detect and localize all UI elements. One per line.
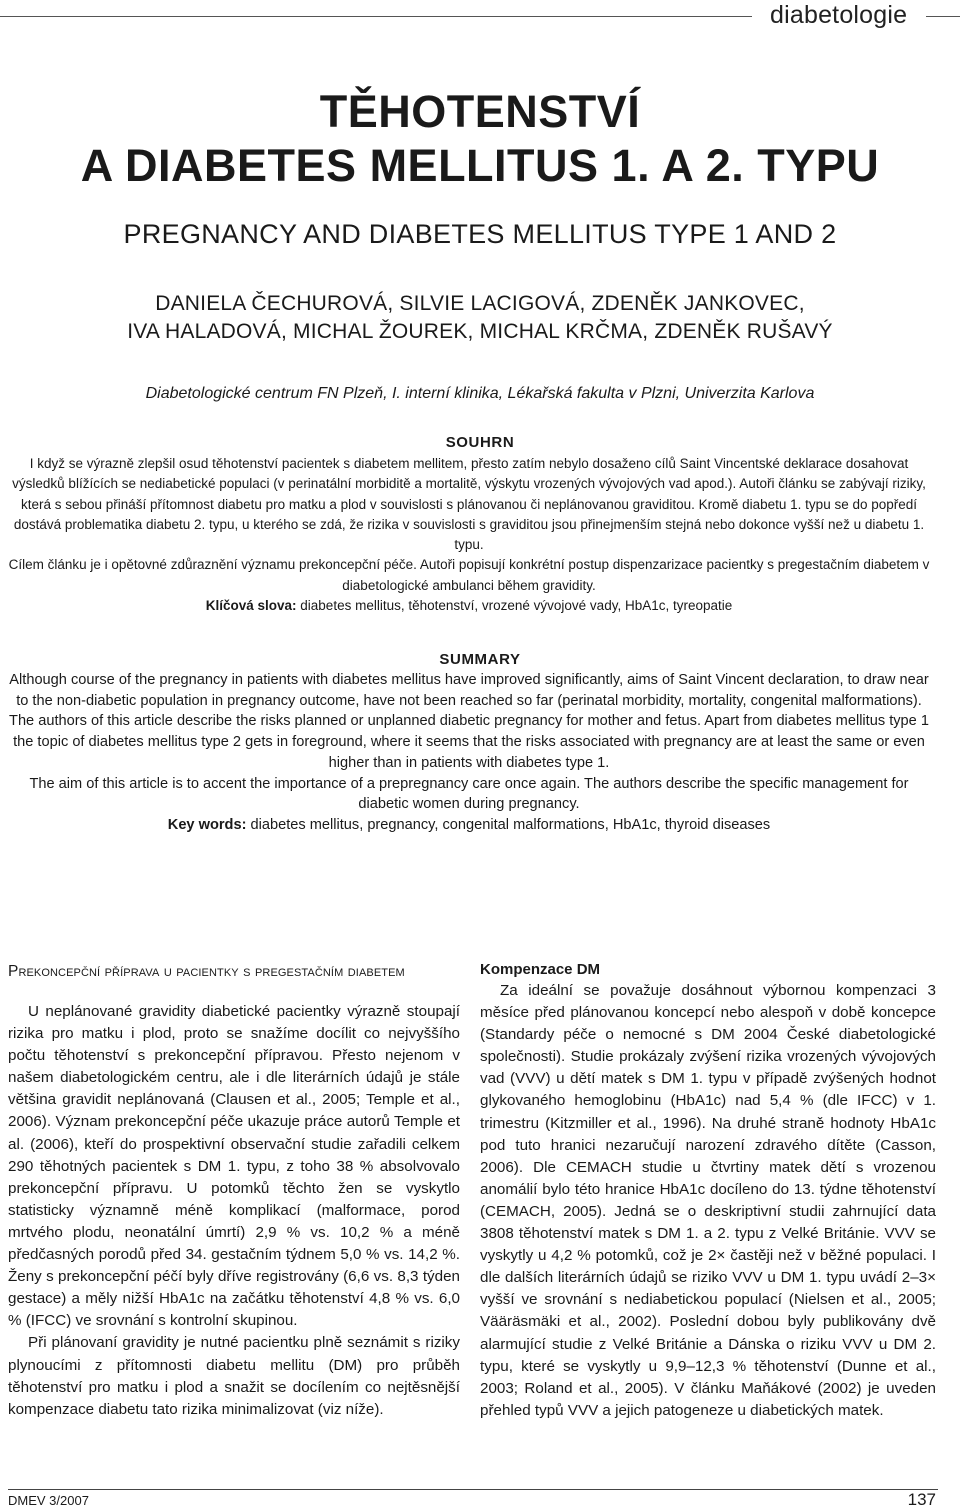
souhrn-abstract <box>8 454 930 616</box>
summary-keywords-text: diabetes mellitus, pregnancy, congenital malformations, HbA1c, thyroid diseases <box>246 816 771 833</box>
title-czech-line2: A DIABETES MELLITUS 1. A 2. TYPU <box>80 140 880 191</box>
right-column-heading: Kompenzace DM <box>480 961 601 978</box>
souhrn-keywords-text: diabetes mellitus, těhotenství, vrozené vývojové vady, HbA1c, tyreopatie <box>296 598 733 614</box>
left-paragraph-1: U neplánované gravidity diabetické pacientky výrazně stoupají rizika pro matku i plod, proto se snažíme docílit co nejvyššího počtu těhotenství s prekoncepční přípravou. Přesto nejenom v našem diabetologickém centru, ale i dle literárních údajů je stále většina gravidit neplánovaná (Clausen et al., 2005; Temple et al., 2006). Význam prekoncepční péče ukazuje práce autorů Temple et al. (2006), kteří do prospektivní observační studie zařadili celkem 290 těhotných pacientek s DM 1. typu, z toho 38 % absolvovalo prekoncepční přípravu. U potomků těchto žen se vyskytlo statisticky významně méně komplikací (malformace, porod mrtvého plodu, neonatální úmrtí) 2,9 % vs. 10,2 % a méně předčasných porodů před 34. gestačním týdnem 5,0 % vs. 14,2 %. Ženy s prekoncepční péčí byly dříve registrovány (6,6 vs. 8,3 týden gestace) a měly nižší HbA1c na začátku těhotenství 4,8 % vs. 6,0 % (IFCC) ve srovnání s kontrolní skupinou. <box>8 1003 460 1330</box>
right-paragraph-1: Za ideální se považuje dosáhnout výbornou kompenzaci 3 měsíce před plánovanou koncepcí nebo alespoň v době koncepce (Standardy péče o nemocné s DM 2004 České diabetologické společnosti). Studie prokázaly zvýšení rizika vrozených vývojových vad (VVV) u dětí matek s DM 1. typu v případě zvýšených hodnot glykovaného hemoglobinu (HbA1c) nad 5,4 % (dle IFCC) v 1. trimestru (Kitzmiller et al., 1996). Na druhé straně hodnoty HbA1c pod tuto hranici nezaručují narození zdravého dítěte (Casson, 2006). Dle CEMACH studie u čtvrtiny matek dětí s vrozenou anomálií bylo této hranice HbA1c docíleno do 13. týdne těhotenství (CEMACH, 2005). Jedná se o deskriptivní studii zahrnující data 3808 těhotenství matek s DM 1. a 2. typu z Velké Británie. VVV se vyskytly u 4,2 % potomků, což je 2× častěji než v běžné populaci. I dle dalších literárních údajů se riziko VVV u DM 1. typu uvádí 2–3× vyšší ve srovnání s nediabetickou populací (Nielsen et al., 2005; Vääräsmäki et al., 2002). Poslední dobou byly publikovány dvě alarmující studie z Velké Británie a Dánska o riziku VVV u DM 2. typu, které se vyskytly u 9,9–12,3 % těhotenství (Dunne et al., 2003; Roland et al., 2005). V článku Maňákové (2002) je uveden přehled typů VVV a jejich patogeneze u diabetických matek. <box>480 982 936 1419</box>
affiliation: Diabetologické centrum FN Plzeň, I. interní klinika, Lékařská fakulta v Plzni, Univerzita Karlova <box>145 385 815 402</box>
summary-abstract <box>8 670 930 836</box>
authors-line2: IVA HALADOVÁ, MICHAL ŽOUREK, MICHAL KRČMA, ZDENĚK RUŠAVÝ <box>127 320 833 343</box>
header-rule-right <box>926 16 960 17</box>
title-czech-line1: TĚHOTENSTVÍ <box>319 86 641 137</box>
souhrn-text-1: I když se výrazně zlepšil osud těhotenství pacientek s diabetem mellitem, přesto zatím nebylo dosaženo cílů Saint Vincentské deklarace dosahovat výsledků blížících se nediabetické populaci (v perinatální morbiditě a mortalitě, výskytu vrozených vývojových vad apod.). Autoři článku se zabývají riziky, která s sebou přináší přítomnost diabetu pro matku a plod v souvislosti s plánovanou či neplánovanou graviditou. Kromě diabetu 1. typu se do popředí dostává problematika diabetu 2. typu, u kterého se zdá, že rizika v souvislosti s graviditou jsou přinejmenším stejná nebo dokonce vyšší než u diabetu 1. typu. <box>12 456 926 553</box>
left-column-body <box>8 1001 460 1421</box>
page-number: 137 <box>907 1490 936 1509</box>
footer-rule <box>8 1489 938 1490</box>
section-label: diabetologie <box>770 1 908 29</box>
authors-line1: DANIELA ČECHUROVÁ, SILVIE LACIGOVÁ, ZDENĚK JANKOVEC, <box>155 292 805 315</box>
summary-text-1: Although course of the pregnancy in patients with diabetes mellitus have improved significantly, aims of Saint Vincent declaration, to draw near to the non-diabetic population in pregnancy outcome, have not been reached so far (perinatal morbidity, mortality, congenital malformations). The authors of this article describe the risks planned or unplanned diabetic pregnancy for mother and fetus. Apart from diabetes mellitus type 1 the topic of diabetes mellitus type 2 gets in foreground, where it seems that the risks associated with pregnancy are at least the same or even higher than in patients with diabetes type 1. <box>9 672 929 771</box>
summary-keywords-label: Key words: <box>167 816 247 833</box>
souhrn-keywords <box>8 596 930 616</box>
header-rule-left <box>0 16 752 17</box>
left-column-heading: Prekoncepční příprava u pacientky s pregestačním diabetem <box>8 963 405 980</box>
summary-heading: SUMMARY <box>439 651 521 668</box>
souhrn-text-2: Cílem článku je i opětovné zdůraznění významu prekoncepční péče. Autoři popisují konkrétní postup dispenzarizace pacientky s pregestačním diabetem v diabetologické ambulanci během gravidity. <box>8 557 930 593</box>
right-column-body <box>480 980 936 1422</box>
title-english: PREGNANCY AND DIABETES MELLITUS TYPE 1 AND 2 <box>123 219 837 249</box>
summary-keywords <box>8 815 930 836</box>
souhrn-keywords-label: Klíčová slova: <box>205 598 297 614</box>
left-paragraph-2: Při plánovaní gravidity je nutné pacientku plně seznámit s riziky plynoucími z přítomnosti diabetu mellitu (DM) pro průběh těhotenství pro matku i plod a snažit se docílením co nejtěsnější kompenzace diabetu tato rizika minimalizovat (viz níže). <box>8 1334 460 1418</box>
footer-journal: DMEV 3/2007 <box>8 1493 89 1508</box>
summary-text-2: The aim of this article is to accent the importance of a prepregnancy care once again. The authors describe the specific management for diabetic women during pregnancy. <box>29 775 909 813</box>
souhrn-heading: SOUHRN <box>445 434 515 451</box>
